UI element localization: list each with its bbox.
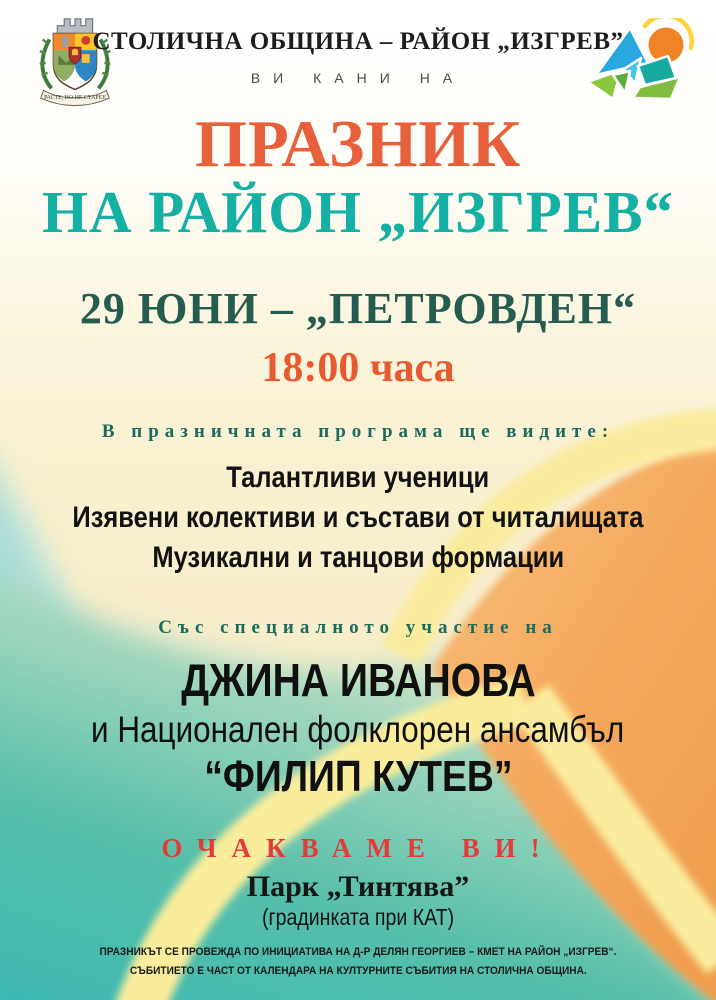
program-intro: В празничната програма ще видите: [101, 421, 615, 442]
footer-calendar-line [0, 965, 716, 977]
ensemble-name [0, 751, 716, 802]
location-note-text: (градинката при КАТ) [261, 904, 455, 930]
ensemble-line-text: и Национален фолклорен ансамбъл [91, 709, 625, 750]
program-item-text: Талантливи ученици [226, 461, 490, 494]
location-name: Парк „Тинтява” [246, 870, 470, 903]
special-guests-intro: Със специалното участие на [158, 617, 558, 638]
program-item [0, 501, 716, 535]
sofia-coat-of-arms-icon [26, 10, 124, 108]
coat-of-arms-motto: РАСТЕ, НО НЕ СТАРЕЕ [44, 95, 106, 102]
event-date: 29 ЮНИ – „ПЕТРОВДЕН“ [79, 284, 637, 333]
event-time: 18:00 часа [261, 345, 455, 391]
municipality-header: СТОЛИЧНА ОБЩИНА – РАЙОН „ИЗГРЕВ” [92, 28, 624, 55]
program-item-text: Изявени колективи и състави от читалищата [72, 501, 644, 534]
program-item [0, 541, 716, 575]
location-note [0, 904, 716, 931]
poster-title-line2: НА РАЙОН „ИЗГРЕВ“ [41, 179, 675, 245]
artist-name [0, 653, 716, 707]
footer-initiative-line [0, 946, 716, 958]
invite-line: ВИ КАНИ НА [250, 70, 466, 86]
program-item [0, 461, 716, 495]
artist-name-text: ДЖИНА ИВАНОВА [180, 654, 536, 706]
footer-calendar-text: СЪБИТИЕТО Е ЧАСТ ОТ КАЛЕНДАРА НА КУЛТУРНИТЕ СЪБИТИЯ НА СТОЛИЧНА ОБЩИНА. [129, 965, 587, 977]
ensemble-line [0, 709, 716, 752]
ensemble-name-text: “ФИЛИП КУТЕВ” [203, 752, 513, 801]
await-you-line: ОЧАКВАМЕ ВИ! [161, 833, 555, 863]
program-item-text: Музикални и танцови формации [152, 541, 564, 574]
poster-title-line1: ПРАЗНИК [194, 107, 522, 181]
footer-initiative-text: ПРАЗНИКЪТ СЕ ПРОВЕЖДА ПО ИНИЦИАТИВА НА Д-Р ДЕЛЯН ГЕОРГИЕВ – КМЕТ НА РАЙОН „ИЗГРЕВ“. [99, 946, 617, 958]
